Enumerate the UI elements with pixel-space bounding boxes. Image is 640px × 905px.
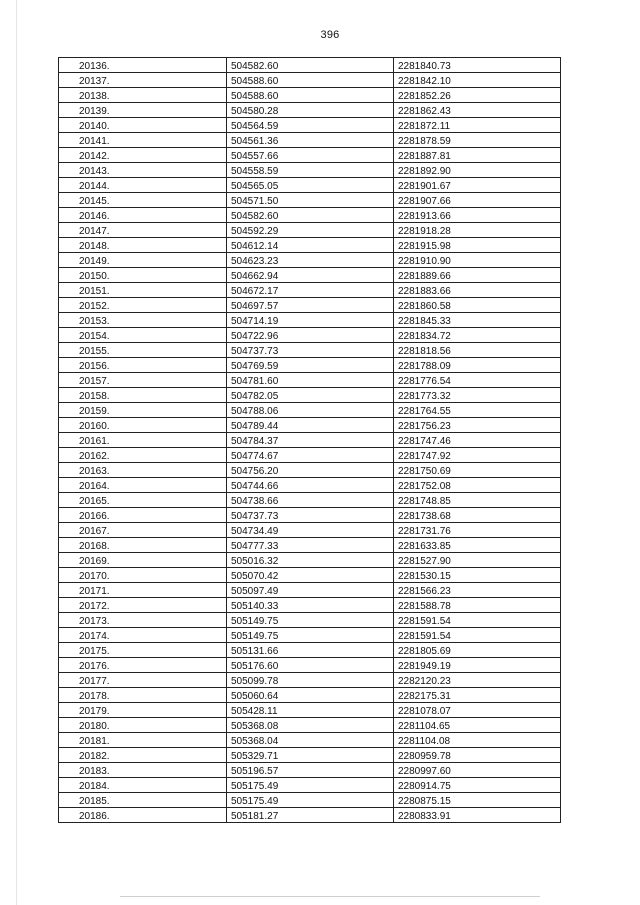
point-number-cell: 20157. [59, 373, 227, 388]
point-number-cell: 20148. [59, 238, 227, 253]
easting-cell: 505149.75 [227, 613, 394, 628]
northing-cell: 2281901.67 [394, 178, 561, 193]
northing-cell: 2281840.73 [394, 58, 561, 73]
easting-cell: 504580.28 [227, 103, 394, 118]
point-number-cell: 20154. [59, 328, 227, 343]
northing-cell: 2280833.91 [394, 808, 561, 823]
northing-cell: 2281731.76 [394, 523, 561, 538]
northing-cell: 2281588.78 [394, 598, 561, 613]
northing-cell: 2281915.98 [394, 238, 561, 253]
easting-cell: 504588.60 [227, 73, 394, 88]
easting-cell: 504777.33 [227, 538, 394, 553]
easting-cell: 505428.11 [227, 703, 394, 718]
northing-cell: 2281747.46 [394, 433, 561, 448]
northing-cell: 2281834.72 [394, 328, 561, 343]
table-row [59, 133, 561, 148]
northing-cell: 2281788.09 [394, 358, 561, 373]
table-row [59, 793, 561, 808]
point-number-cell: 20176. [59, 658, 227, 673]
point-number-cell: 20175. [59, 643, 227, 658]
northing-cell: 2281566.23 [394, 583, 561, 598]
point-number-cell: 20166. [59, 508, 227, 523]
northing-cell: 2281860.58 [394, 298, 561, 313]
easting-cell: 504571.50 [227, 193, 394, 208]
northing-cell: 2282175.31 [394, 688, 561, 703]
point-number-cell: 20164. [59, 478, 227, 493]
point-number-cell: 20146. [59, 208, 227, 223]
point-number-cell: 20155. [59, 343, 227, 358]
point-number-cell: 20171. [59, 583, 227, 598]
point-number-cell: 20138. [59, 88, 227, 103]
northing-cell: 2281747.92 [394, 448, 561, 463]
table-row [59, 628, 561, 643]
point-number-cell: 20160. [59, 418, 227, 433]
table-row [59, 718, 561, 733]
easting-cell: 504784.37 [227, 433, 394, 448]
point-number-cell: 20163. [59, 463, 227, 478]
table-row [59, 178, 561, 193]
point-number-cell: 20182. [59, 748, 227, 763]
table-row [59, 88, 561, 103]
northing-cell: 2282120.23 [394, 673, 561, 688]
table-row [59, 313, 561, 328]
northing-cell: 2280875.15 [394, 793, 561, 808]
table-row [59, 238, 561, 253]
scan-bottom-mark [120, 896, 540, 897]
northing-cell: 2281104.65 [394, 718, 561, 733]
point-number-cell: 20162. [59, 448, 227, 463]
northing-cell: 2281633.85 [394, 538, 561, 553]
northing-cell: 2281773.32 [394, 388, 561, 403]
point-number-cell: 20185. [59, 793, 227, 808]
easting-cell: 505060.64 [227, 688, 394, 703]
table-row [59, 103, 561, 118]
northing-cell: 2281776.54 [394, 373, 561, 388]
easting-cell: 504756.20 [227, 463, 394, 478]
point-number-cell: 20147. [59, 223, 227, 238]
northing-cell: 2281530.15 [394, 568, 561, 583]
table-row [59, 73, 561, 88]
point-number-cell: 20145. [59, 193, 227, 208]
table-row [59, 493, 561, 508]
easting-cell: 505097.49 [227, 583, 394, 598]
easting-cell: 505368.04 [227, 733, 394, 748]
point-number-cell: 20150. [59, 268, 227, 283]
point-number-cell: 20170. [59, 568, 227, 583]
point-number-cell: 20184. [59, 778, 227, 793]
northing-cell: 2281913.66 [394, 208, 561, 223]
point-number-cell: 20174. [59, 628, 227, 643]
point-number-cell: 20136. [59, 58, 227, 73]
easting-cell: 504774.67 [227, 448, 394, 463]
northing-cell: 2281907.66 [394, 193, 561, 208]
easting-cell: 504788.06 [227, 403, 394, 418]
point-number-cell: 20172. [59, 598, 227, 613]
easting-cell: 504744.66 [227, 478, 394, 493]
point-number-cell: 20156. [59, 358, 227, 373]
table-row [59, 463, 561, 478]
northing-cell: 2281852.26 [394, 88, 561, 103]
easting-cell: 504697.57 [227, 298, 394, 313]
scan-edge-mark [16, 0, 17, 905]
table-row [59, 163, 561, 178]
easting-cell: 504737.73 [227, 343, 394, 358]
point-number-cell: 20165. [59, 493, 227, 508]
easting-cell: 505176.60 [227, 658, 394, 673]
easting-cell: 504588.60 [227, 88, 394, 103]
easting-cell: 504769.59 [227, 358, 394, 373]
easting-cell: 504782.05 [227, 388, 394, 403]
table-row [59, 523, 561, 538]
easting-cell: 504582.60 [227, 58, 394, 73]
northing-cell: 2280959.78 [394, 748, 561, 763]
point-number-cell: 20181. [59, 733, 227, 748]
easting-cell: 504557.66 [227, 148, 394, 163]
point-number-cell: 20161. [59, 433, 227, 448]
easting-cell: 505181.27 [227, 808, 394, 823]
northing-cell: 2281862.43 [394, 103, 561, 118]
table-row [59, 223, 561, 238]
northing-cell: 2280997.60 [394, 763, 561, 778]
easting-cell: 505196.57 [227, 763, 394, 778]
table-row [59, 358, 561, 373]
point-number-cell: 20180. [59, 718, 227, 733]
table-row [59, 808, 561, 823]
point-number-cell: 20152. [59, 298, 227, 313]
easting-cell: 504592.29 [227, 223, 394, 238]
easting-cell: 504738.66 [227, 493, 394, 508]
point-number-cell: 20141. [59, 133, 227, 148]
point-number-cell: 20139. [59, 103, 227, 118]
northing-cell: 2281892.90 [394, 163, 561, 178]
table-row [59, 373, 561, 388]
easting-cell: 505329.71 [227, 748, 394, 763]
point-number-cell: 20168. [59, 538, 227, 553]
table-row [59, 568, 561, 583]
table-row [59, 328, 561, 343]
point-number-cell: 20179. [59, 703, 227, 718]
easting-cell: 504612.14 [227, 238, 394, 253]
easting-cell: 505140.33 [227, 598, 394, 613]
northing-cell: 2281805.69 [394, 643, 561, 658]
northing-cell: 2281845.33 [394, 313, 561, 328]
point-number-cell: 20137. [59, 73, 227, 88]
table-row [59, 208, 561, 223]
point-number-cell: 20186. [59, 808, 227, 823]
coordinates-table-body [59, 58, 561, 823]
northing-cell: 2281104.08 [394, 733, 561, 748]
northing-cell: 2281750.69 [394, 463, 561, 478]
easting-cell: 505070.42 [227, 568, 394, 583]
table-row [59, 613, 561, 628]
point-number-cell: 20167. [59, 523, 227, 538]
easting-cell: 505016.32 [227, 553, 394, 568]
table-row [59, 418, 561, 433]
easting-cell: 505368.08 [227, 718, 394, 733]
northing-cell: 2281889.66 [394, 268, 561, 283]
table-row [59, 403, 561, 418]
point-number-cell: 20151. [59, 283, 227, 298]
northing-cell: 2280914.75 [394, 778, 561, 793]
table-row [59, 193, 561, 208]
table-row [59, 433, 561, 448]
easting-cell: 505175.49 [227, 778, 394, 793]
northing-cell: 2281872.11 [394, 118, 561, 133]
table-row [59, 448, 561, 463]
northing-cell: 2281818.56 [394, 343, 561, 358]
northing-cell: 2281910.90 [394, 253, 561, 268]
northing-cell: 2281918.28 [394, 223, 561, 238]
easting-cell: 504558.59 [227, 163, 394, 178]
northing-cell: 2281756.23 [394, 418, 561, 433]
point-number-cell: 20149. [59, 253, 227, 268]
table-row [59, 388, 561, 403]
point-number-cell: 20153. [59, 313, 227, 328]
easting-cell: 504714.19 [227, 313, 394, 328]
easting-cell: 504623.23 [227, 253, 394, 268]
northing-cell: 2281738.68 [394, 508, 561, 523]
point-number-cell: 20158. [59, 388, 227, 403]
coordinates-table [58, 57, 561, 823]
table-row [59, 268, 561, 283]
table-row [59, 643, 561, 658]
table-row [59, 778, 561, 793]
easting-cell: 504781.60 [227, 373, 394, 388]
point-number-cell: 20183. [59, 763, 227, 778]
northing-cell: 2281591.54 [394, 613, 561, 628]
easting-cell: 504672.17 [227, 283, 394, 298]
easting-cell: 504722.96 [227, 328, 394, 343]
easting-cell: 505149.75 [227, 628, 394, 643]
easting-cell: 505099.78 [227, 673, 394, 688]
easting-cell: 504662.94 [227, 268, 394, 283]
northing-cell: 2281764.55 [394, 403, 561, 418]
point-number-cell: 20140. [59, 118, 227, 133]
point-number-cell: 20177. [59, 673, 227, 688]
easting-cell: 504582.60 [227, 208, 394, 223]
easting-cell: 505175.49 [227, 793, 394, 808]
northing-cell: 2281591.54 [394, 628, 561, 643]
table-row [59, 538, 561, 553]
northing-cell: 2281949.19 [394, 658, 561, 673]
point-number-cell: 20143. [59, 163, 227, 178]
easting-cell: 504789.44 [227, 418, 394, 433]
table-row [59, 583, 561, 598]
table-row [59, 748, 561, 763]
table-row [59, 658, 561, 673]
northing-cell: 2281748.85 [394, 493, 561, 508]
table-row [59, 58, 561, 73]
point-number-cell: 20178. [59, 688, 227, 703]
easting-cell: 504734.49 [227, 523, 394, 538]
northing-cell: 2281887.81 [394, 148, 561, 163]
table-row [59, 253, 561, 268]
northing-cell: 2281883.66 [394, 283, 561, 298]
northing-cell: 2281878.59 [394, 133, 561, 148]
table-row [59, 508, 561, 523]
table-row [59, 118, 561, 133]
table-row [59, 598, 561, 613]
table-row [59, 283, 561, 298]
table-row [59, 688, 561, 703]
easting-cell: 505131.66 [227, 643, 394, 658]
table-row [59, 763, 561, 778]
northing-cell: 2281078.07 [394, 703, 561, 718]
northing-cell: 2281842.10 [394, 73, 561, 88]
northing-cell: 2281527.90 [394, 553, 561, 568]
easting-cell: 504564.59 [227, 118, 394, 133]
point-number-cell: 20144. [59, 178, 227, 193]
point-number-cell: 20173. [59, 613, 227, 628]
page-number: 396 [320, 29, 340, 41]
table-row [59, 298, 561, 313]
table-row [59, 478, 561, 493]
point-number-cell: 20169. [59, 553, 227, 568]
table-row [59, 733, 561, 748]
table-row [59, 343, 561, 358]
easting-cell: 504561.36 [227, 133, 394, 148]
table-row [59, 553, 561, 568]
easting-cell: 504737.73 [227, 508, 394, 523]
point-number-cell: 20142. [59, 148, 227, 163]
easting-cell: 504565.05 [227, 178, 394, 193]
table-row [59, 703, 561, 718]
point-number-cell: 20159. [59, 403, 227, 418]
table-row [59, 148, 561, 163]
northing-cell: 2281752.08 [394, 478, 561, 493]
table-row [59, 673, 561, 688]
